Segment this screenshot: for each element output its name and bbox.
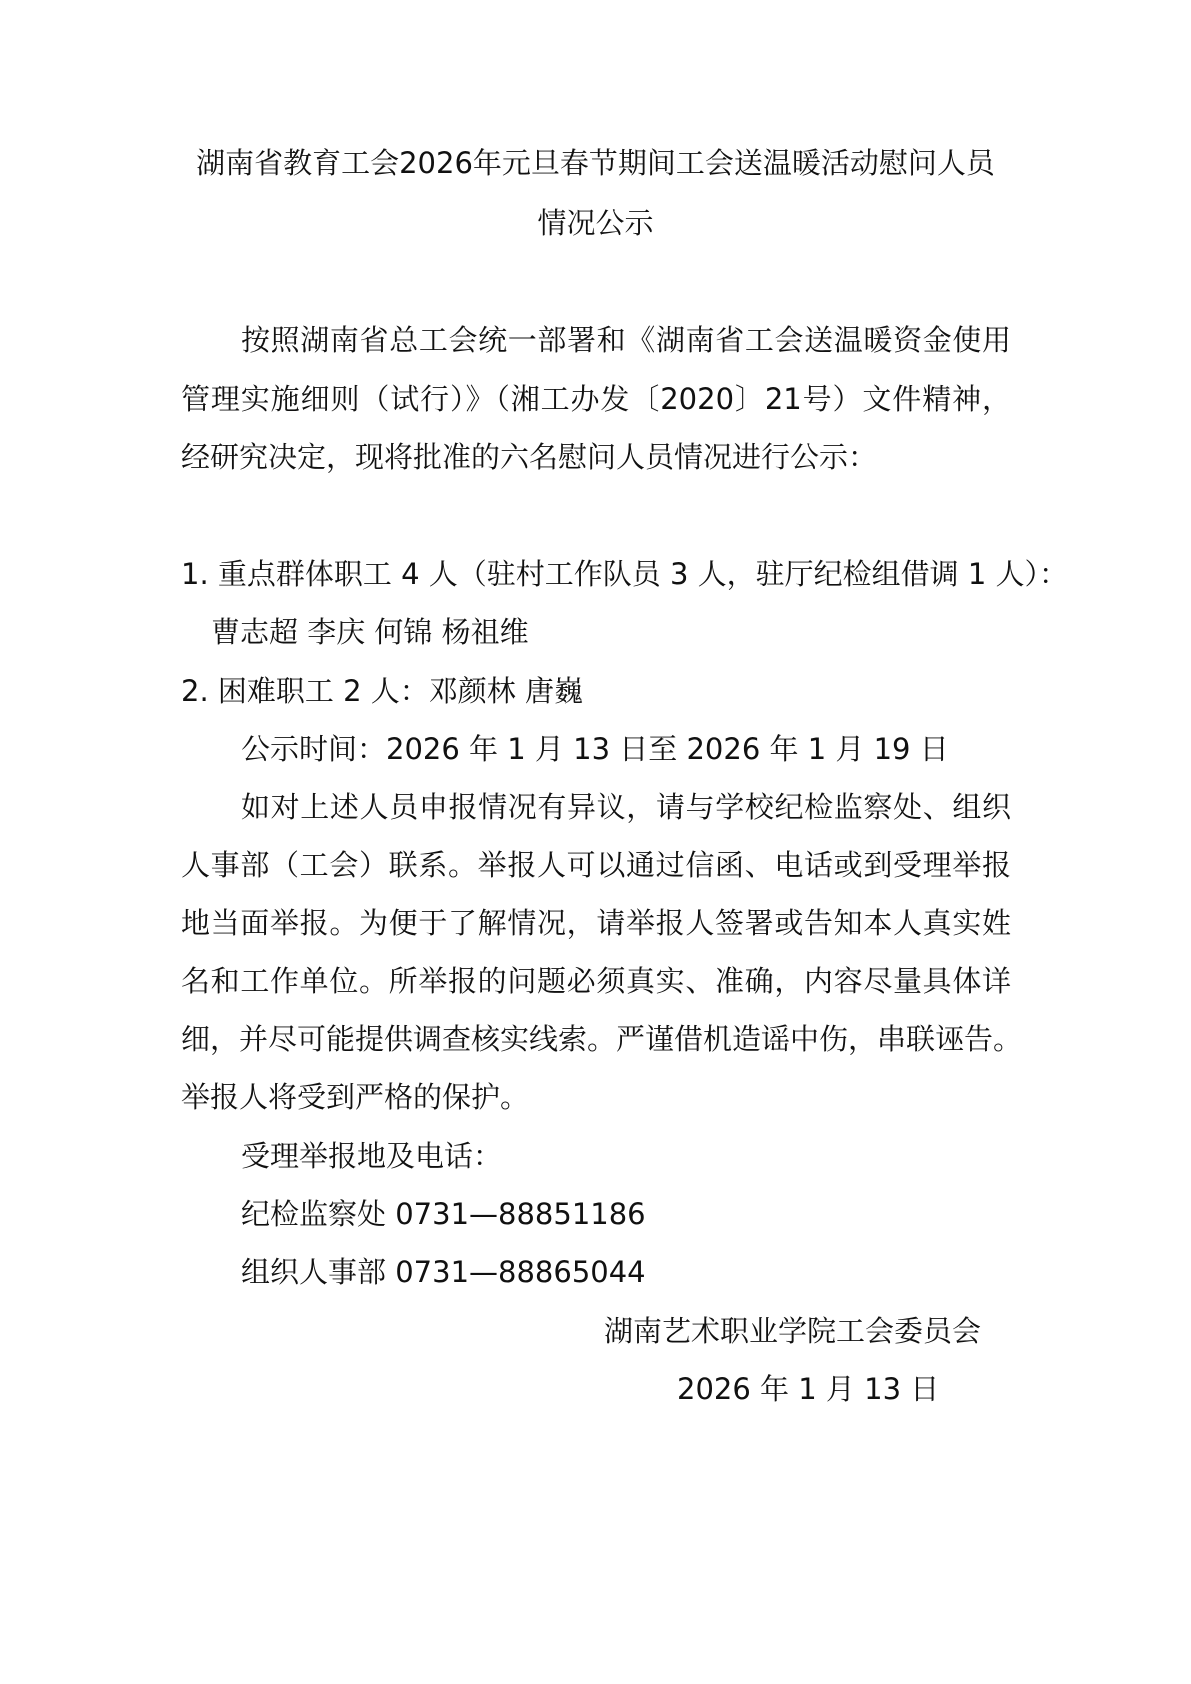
list-item-1-names: 曹志超 李庆 何锦 杨祖维 bbox=[211, 615, 529, 649]
objection-line-6: 举报人将受到严格的保护。 bbox=[181, 1080, 530, 1114]
list-item-2: 2. 困难职工 2 人：邓颜林 唐巍 bbox=[181, 674, 583, 708]
contact-discipline-office: 纪检监察处 0731—88851186 bbox=[241, 1197, 646, 1231]
contact-personnel-department: 组织人事部 0731—88865044 bbox=[241, 1255, 646, 1289]
intro-line-1: 按照湖南省总工会统一部署和《湖南省工会送温暖资金使用 bbox=[241, 323, 1011, 357]
objection-line-2: 人事部（工会）联系。举报人可以通过信函、电话或到受理举报 bbox=[181, 848, 1011, 882]
title-line-1: 湖南省教育工会2026年元旦春节期间工会送温暖活动慰问人员 bbox=[196, 146, 995, 180]
publicity-period: 公示时间：2026 年 1 月 13 日至 2026 年 1 月 19 日 bbox=[241, 732, 949, 766]
signature-date: 2026 年 1 月 13 日 bbox=[677, 1372, 940, 1406]
objection-line-3: 地当面举报。为便于了解情况，请举报人签署或告知本人真实姓 bbox=[181, 906, 1011, 940]
contacts-heading: 受理举报地及电话： bbox=[241, 1139, 503, 1173]
objection-line-1: 如对上述人员申报情况有异议，请与学校纪检监察处、组织 bbox=[241, 790, 1011, 824]
signature: 湖南艺术职业学院工会委员会 bbox=[604, 1314, 982, 1348]
list-item-1: 1. 重点群体职工 4 人（驻村工作队员 3 人，驻厅纪检组借调 1 人）： bbox=[181, 557, 1069, 591]
title-line-2: 情况公示 bbox=[537, 206, 654, 240]
intro-line-2: 管理实施细则（试行）》（湘工办发〔2020〕21号）文件精神， bbox=[181, 382, 1011, 416]
intro-line-3: 经研究决定，现将批准的六名慰问人员情况进行公示： bbox=[181, 440, 878, 474]
objection-line-4: 名和工作单位。所举报的问题必须真实、准确，内容尽量具体详 bbox=[181, 964, 1011, 998]
objection-line-5: 细，并尽可能提供调查核实线索。严谨借机造谣中伤，串联诬告。 bbox=[181, 1022, 1023, 1056]
